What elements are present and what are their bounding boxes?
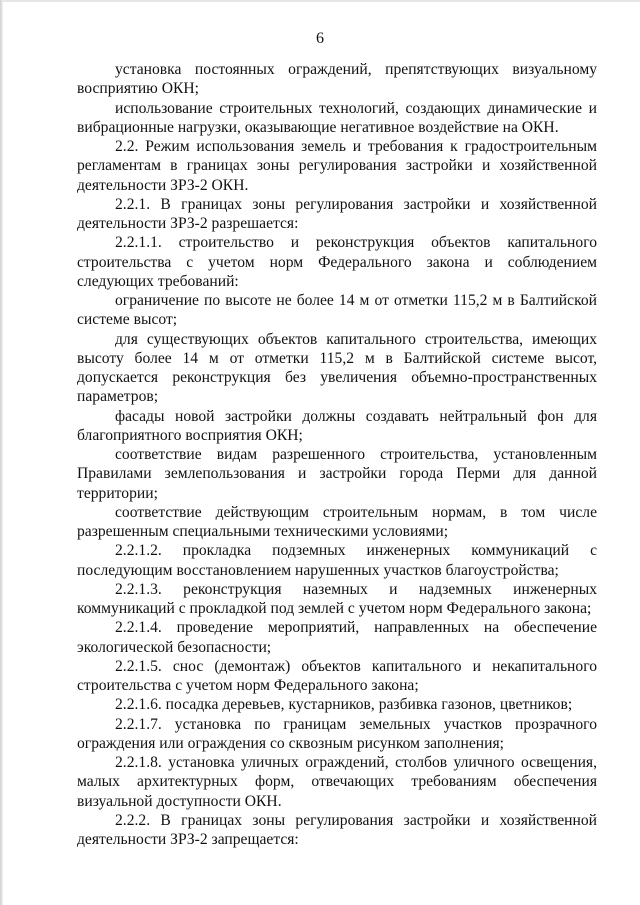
paragraph: использование строительных технологий, создающих динамические и вибрационные нагрузки, оказывающие негативное воздействие на ОКН. <box>77 99 597 136</box>
paragraph: 2.2.1.2. прокладка подземных инженерных коммуникаций с последующим восстановлением нарушенных участков благоустройства; <box>77 542 597 579</box>
paragraph: 2.2.1.1. строительство и реконструкция объектов капитального строительства с учетом норм Федерального закона и соблюдением следующих требований: <box>77 234 597 290</box>
paragraph: 2.2.1.8. установка уличных ограждений, столбов уличного освещения, малых архитектурных форм, отвечающих требованиям обеспечения визуальной доступности ОКН. <box>77 754 597 810</box>
page-left-edge <box>0 0 3 905</box>
paragraph: 2.2.1.5. снос (демонтаж) объектов капитального и некапитального строительства с учетом норм Федерального закона; <box>77 657 597 694</box>
paragraph: 2.2.1.7. установка по границам земельных участков прозрачного ограждения или ограждения со сквозным рисунком заполнения; <box>77 715 597 752</box>
paragraph: установка постоянных ограждений, препятствующих визуальному восприятию ОКН; <box>77 61 597 98</box>
page-top-edge <box>0 0 640 2</box>
paragraph: 2.2. Режим использования земель и требования к градостроительным регламентам в границах зоны регулирования застройки и хозяйственной деятельности ЗРЗ-2 ОКН. <box>77 138 597 194</box>
paragraph: 2.2.1.4. проведение мероприятий, направленных на обеспечение экологической безопасности; <box>77 619 597 656</box>
paragraph: соответствие видам разрешенного строительства, установленным Правилами землепользования и застройки города Перми для данной территории; <box>77 446 597 502</box>
paragraph: соответствие действующим строительным нормам, в том числе разрешенным специальными техническими условиями; <box>77 503 597 540</box>
paragraph: 2.2.2. В границах зоны регулирования застройки и хозяйственной деятельности ЗРЗ-2 запрещается: <box>77 811 597 848</box>
paragraph: для существующих объектов капитального строительства, имеющих высоту более 14 м от отметки 115,2 м в Балтийской системе высот, допускается реконструкция без увеличения объемно-пространственных параметров; <box>77 330 597 406</box>
document-body <box>77 60 597 849</box>
paragraph: ограничение по высоте не более 14 м от отметки 115,2 м в Балтийской системе высот; <box>77 292 597 329</box>
paragraph: фасады новой застройки должны создавать нейтральный фон для благоприятного восприятия ОКН; <box>77 407 597 444</box>
paragraph: 2.2.1.6. посадка деревьев, кустарников, разбивка газонов, цветников; <box>115 696 573 714</box>
page-number: 6 <box>316 30 324 47</box>
paragraph: 2.2.1. В границах зоны регулирования застройки и хозяйственной деятельности ЗРЗ-2 разрешается: <box>77 195 597 232</box>
paragraph: 2.2.1.3. реконструкция наземных и надземных инженерных коммуникаций с прокладкой под землей с учетом норм Федерального закона; <box>77 580 597 617</box>
